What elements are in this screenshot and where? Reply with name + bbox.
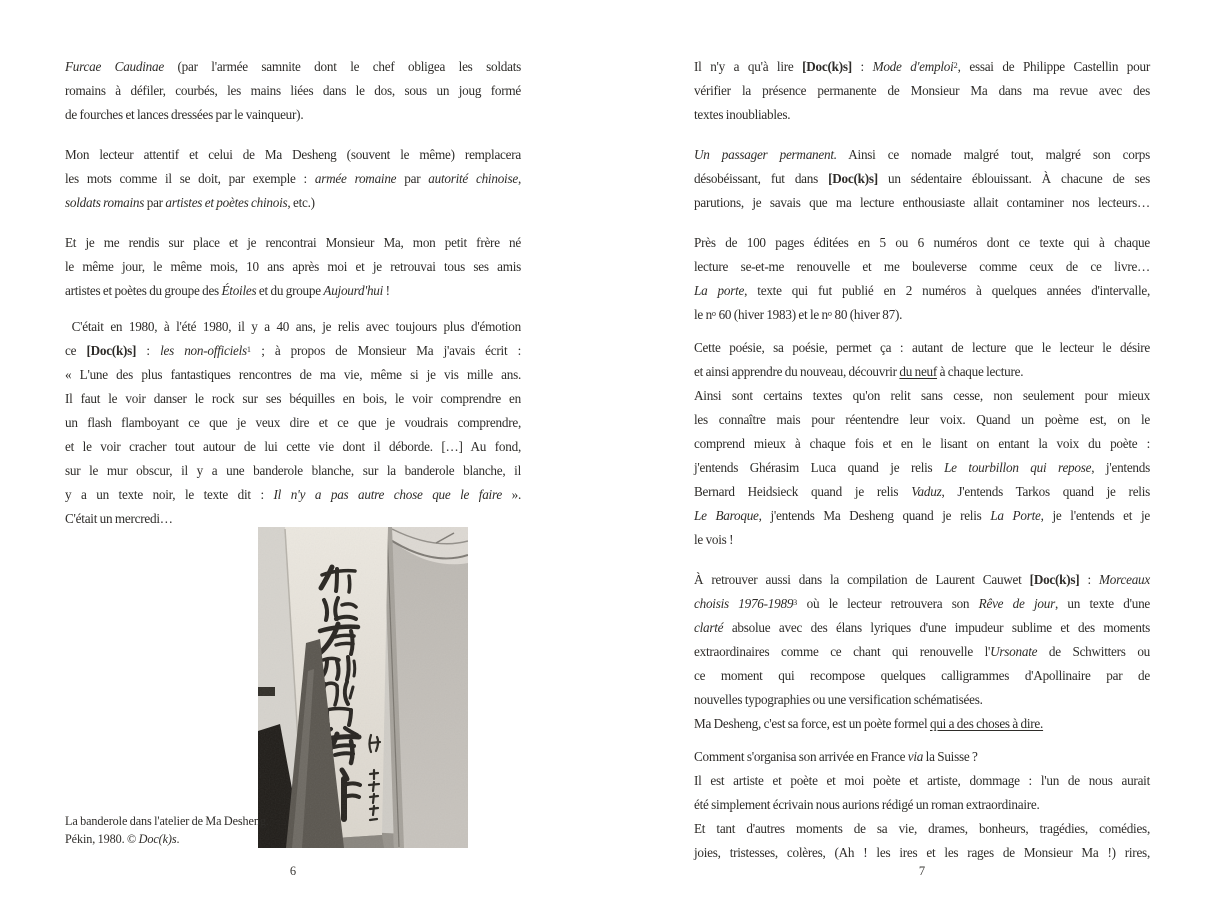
paragraph	[65, 143, 521, 215]
text-segment: sur le mur obscur, il y a une banderole blanche, sur la banderole blanche, il	[65, 463, 521, 478]
text-segment: joies, tristesses, colères, (Ah ! les ires et les rages de Monsieur Ma !) rires,	[694, 845, 1150, 860]
text-segment: ; à propos de Monsieur Ma j'avais écrit :	[250, 343, 521, 358]
text-segment: artistes et poètes chinois	[165, 195, 288, 210]
paragraph	[694, 143, 1150, 215]
text-line	[65, 483, 521, 507]
text-line	[65, 279, 521, 303]
text-segment: La banderole dans l'atelier de Ma Desheng.	[65, 814, 269, 828]
text-line	[694, 103, 1150, 127]
text-line	[694, 279, 1150, 303]
text-segment: le vois !	[694, 532, 734, 547]
text-segment: Aujourd'hui	[323, 283, 384, 298]
text-line	[65, 339, 521, 363]
text-line	[65, 435, 521, 459]
text-segment: artistes et poètes du groupe des	[65, 283, 222, 298]
text-line	[694, 303, 1150, 327]
text-segment: Étoiles	[221, 283, 257, 298]
text-line	[65, 459, 521, 483]
text-segment: lecture se-et-me renouvelle et me bouleverse comme ceux de ce livre…	[694, 259, 1150, 274]
text-segment: [Doc(k)s]	[802, 59, 852, 74]
text-line	[694, 360, 1150, 384]
text-line	[65, 231, 521, 255]
text-segment: armée romaine	[314, 171, 397, 186]
text-line	[694, 745, 1150, 769]
text-line	[694, 432, 1150, 456]
text-segment: vérifier la présence permanente de Monsieur Ma dans ma revue avec des	[694, 83, 1150, 98]
paragraph	[694, 336, 1150, 552]
text-segment: , J'entends Tarkos quand je relis	[941, 484, 1151, 499]
text-line	[694, 408, 1150, 432]
text-segment: les mots comme il se doit, par exemple :	[65, 171, 315, 186]
text-line	[694, 191, 1150, 215]
text-segment: Cette poésie, sa poésie, permet ça : autant de lecture que le lecteur le désire	[694, 340, 1150, 355]
text-segment: Mode d'emploi	[872, 59, 954, 74]
text-segment: Bernard Heidsieck quand je relis	[694, 484, 912, 499]
text-segment: Il faut le voir danser le rock sur ses béquilles en bois, le voir comprendre en	[65, 391, 521, 406]
text-segment: Pékin, 1980. ©	[65, 832, 139, 846]
text-segment: les connaître mais pour réentendre leur voix. Quand un poème est, on le	[694, 412, 1150, 427]
text-segment: nouvelles typographies ou une versification schématisées.	[694, 692, 983, 707]
text-segment: Il n'y a qu'à lire	[694, 59, 803, 74]
text-segment: C'était un mercredi…	[65, 511, 173, 526]
text-segment: , etc.)	[287, 195, 315, 210]
text-segment: ce moment qui recompose quelques calligrammes d'Apollinaire par de	[694, 668, 1150, 683]
text-line	[694, 688, 1150, 712]
paragraph	[694, 231, 1150, 327]
text-segment: et ainsi apprendre du nouveau, découvrir	[694, 364, 900, 379]
text-line	[65, 830, 375, 848]
text-segment: o	[827, 308, 832, 318]
text-segment: qui a des choses à dire.	[929, 716, 1044, 731]
text-segment: choisis 1976-1989	[694, 596, 794, 611]
text-segment: Morceaux	[1099, 572, 1150, 587]
text-line	[694, 255, 1150, 279]
text-segment: , je l'entends et je	[1040, 508, 1150, 523]
paragraph	[694, 568, 1150, 736]
text-segment: :	[851, 59, 873, 74]
paragraph	[65, 315, 521, 531]
text-segment: soldats romains	[65, 195, 145, 210]
text-segment: 60 (hiver 1983) et le n	[716, 307, 828, 322]
text-segment: o	[711, 308, 717, 318]
text-segment: 3	[793, 597, 798, 607]
text-segment: La Porte	[990, 508, 1041, 523]
text-segment: Ma Desheng, c'est sa force, est un poète formel	[694, 716, 930, 731]
text-segment: Il est artiste et poète et moi poète et artiste, dommage : l'un de nous aurait	[694, 773, 1150, 788]
text-segment: Ainsi ce nomade malgré tout, malgré son corps	[836, 147, 1150, 162]
text-segment: romains à défiler, courbés, les mains liées dans le dos, sous un joug formé	[65, 83, 521, 98]
text-line	[694, 480, 1150, 504]
text-segment: comprend mieux à chaque fois et en le lisant on entant la voix du poète :	[694, 436, 1150, 451]
text-segment: le même jour, le même mois, 10 ans après moi et je retrouvai tous ses amis	[65, 259, 521, 274]
text-segment: Doc(k)s	[138, 832, 177, 846]
text-segment: Et je me rendis sur place et je rencontrai Monsieur Ma, mon petit frère né	[65, 235, 521, 250]
right-page	[694, 0, 1150, 913]
text-segment: , essai de Philippe Castellin pour	[957, 59, 1150, 74]
text-segment: la Suisse ?	[923, 749, 978, 764]
text-segment: !	[383, 283, 390, 298]
text-segment: un flash flamboyant ce que je veux dire et ce que je voudrais comprendre,	[65, 415, 521, 430]
paragraph	[65, 55, 521, 127]
text-segment: à chaque lecture.	[937, 364, 1024, 379]
text-line	[65, 55, 521, 79]
text-segment: [Doc(k)s]	[828, 171, 878, 186]
text-segment: clarté	[694, 620, 724, 635]
photo-caption	[65, 812, 375, 848]
text-segment: par	[144, 195, 166, 210]
text-segment: de fourches et lances dressées par le vainqueur).	[65, 107, 304, 122]
text-line	[694, 841, 1150, 865]
text-segment: Rêve de jour	[978, 596, 1055, 611]
text-segment: y a un texte noir, le texte dit :	[65, 487, 274, 502]
paragraph	[65, 231, 521, 303]
text-line	[694, 640, 1150, 664]
text-line	[65, 363, 521, 387]
text-line	[694, 793, 1150, 817]
text-line	[694, 769, 1150, 793]
text-segment: désobéissant, fut dans	[694, 171, 829, 186]
text-segment: Mon lecteur attentif et celui de Ma Desheng (souvent le même) remplacera	[65, 147, 521, 162]
text-line	[694, 79, 1150, 103]
text-segment: , j'entends Ma Desheng quand je relis	[758, 508, 991, 523]
text-segment: Près de 100 pages éditées en 5 ou 6 numéros dont ce texte qui à chaque	[694, 235, 1150, 250]
text-segment: Et tant d'autres moments de sa vie, drames, bonheurs, tragédies, comédies,	[694, 821, 1150, 836]
text-line	[694, 504, 1150, 528]
text-segment: textes inoubliables.	[694, 107, 791, 122]
text-line	[694, 817, 1150, 841]
text-segment: 1	[246, 344, 251, 354]
text-line	[694, 167, 1150, 191]
text-line	[65, 812, 375, 830]
text-segment: Furcae Caudinae	[65, 59, 178, 74]
text-segment: Un passager permanent.	[694, 147, 837, 162]
text-line	[694, 55, 1150, 79]
text-line	[694, 231, 1150, 255]
text-segment: le n	[694, 307, 712, 322]
text-segment: du neuf	[899, 364, 938, 379]
text-line	[65, 143, 521, 167]
text-line	[694, 456, 1150, 480]
text-segment: , j'entends	[1091, 460, 1151, 475]
text-segment: Le Baroque	[694, 508, 759, 523]
text-line	[65, 191, 521, 215]
text-segment: été simplement écrivain nous aurions rédigé un roman extraordinaire.	[694, 797, 1040, 812]
text-line	[694, 568, 1150, 592]
text-segment: autorité chinoise	[428, 171, 518, 186]
text-line	[694, 616, 1150, 640]
text-line	[694, 592, 1150, 616]
text-line	[65, 411, 521, 435]
text-segment: .	[176, 832, 180, 846]
text-line	[694, 384, 1150, 408]
text-line	[65, 79, 521, 103]
text-line	[65, 103, 521, 127]
text-line	[65, 167, 521, 191]
text-segment: 80 (hiver 87).	[831, 307, 903, 322]
text-segment: où le lecteur retrouvera son	[797, 596, 979, 611]
text-line	[65, 315, 521, 339]
text-segment: absolue avec des élans lyriques d'une impudeur sublime et des moments	[723, 620, 1150, 635]
text-line	[694, 143, 1150, 167]
text-line	[694, 712, 1150, 736]
text-line	[694, 528, 1150, 552]
page-number: 7	[918, 864, 926, 878]
text-line	[65, 255, 521, 279]
text-segment: « L'une des plus fantastiques rencontres de ma vie, même si je vis mille ans.	[65, 367, 521, 382]
text-segment: [Doc(k)s]	[86, 343, 137, 358]
text-segment: les non-officiels	[160, 343, 247, 358]
photo-banderole	[258, 527, 468, 848]
paragraph	[694, 745, 1150, 865]
text-segment: Ainsi sont certains textes qu'on relit sans cesse, non seulement pour mieux	[694, 388, 1150, 403]
text-segment: [Doc(k)s]	[1029, 572, 1080, 587]
text-segment: j'entends Ghérasim Luca quand je relis	[694, 460, 945, 475]
text-segment: :	[136, 343, 161, 358]
text-segment: :	[1079, 572, 1100, 587]
text-segment: C'était en 1980, à l'été 1980, il y a 40 ans, je relis avec toujours plus d'émotion	[65, 319, 521, 334]
text-segment: (par l'armée samnite dont le chef obligea les soldats	[177, 59, 521, 74]
text-segment: , texte qui fut publié en 2 numéros à quelques années d'intervalle,	[744, 283, 1151, 298]
text-segment: parutions, je savais que ma lecture enthousiaste allait contaminer nos lecteurs…	[694, 195, 1150, 210]
text-segment: Il n'y a pas autre chose que le faire	[273, 487, 502, 502]
film-grain	[258, 527, 468, 848]
text-segment: La porte	[694, 283, 745, 298]
text-segment: Comment s'organisa son arrivée en France	[694, 749, 908, 764]
text-segment: et du groupe	[256, 283, 324, 298]
page-number: 6	[289, 864, 297, 878]
text-line	[694, 336, 1150, 360]
text-segment: ce	[65, 343, 87, 358]
text-segment: de Schwitters ou	[1037, 644, 1151, 659]
text-segment: via	[907, 749, 924, 764]
text-segment: 2	[953, 60, 958, 70]
left-page	[65, 0, 521, 913]
text-segment: Ursonate	[990, 644, 1038, 659]
text-segment: et le voir cracher tout autour de lui cette vie dont il déborde. […] Au fond,	[65, 439, 521, 454]
text-line	[694, 664, 1150, 688]
text-segment: un sédentaire éblouissant. À chacune de ses	[877, 171, 1150, 186]
text-segment: À retrouver aussi dans la compilation de Laurent Cauwet	[694, 572, 1030, 587]
text-segment: ,	[517, 171, 521, 186]
text-segment: Le tourbillon qui repose	[944, 460, 1092, 475]
text-segment: Vaduz	[911, 484, 942, 499]
text-segment: par	[396, 171, 429, 186]
paragraph	[694, 55, 1150, 127]
text-line	[65, 387, 521, 411]
text-segment: ».	[501, 487, 521, 502]
text-segment: , un texte d'une	[1054, 596, 1151, 611]
text-segment: extraordinaires comme ce chant qui renouvelle l'	[694, 644, 991, 659]
